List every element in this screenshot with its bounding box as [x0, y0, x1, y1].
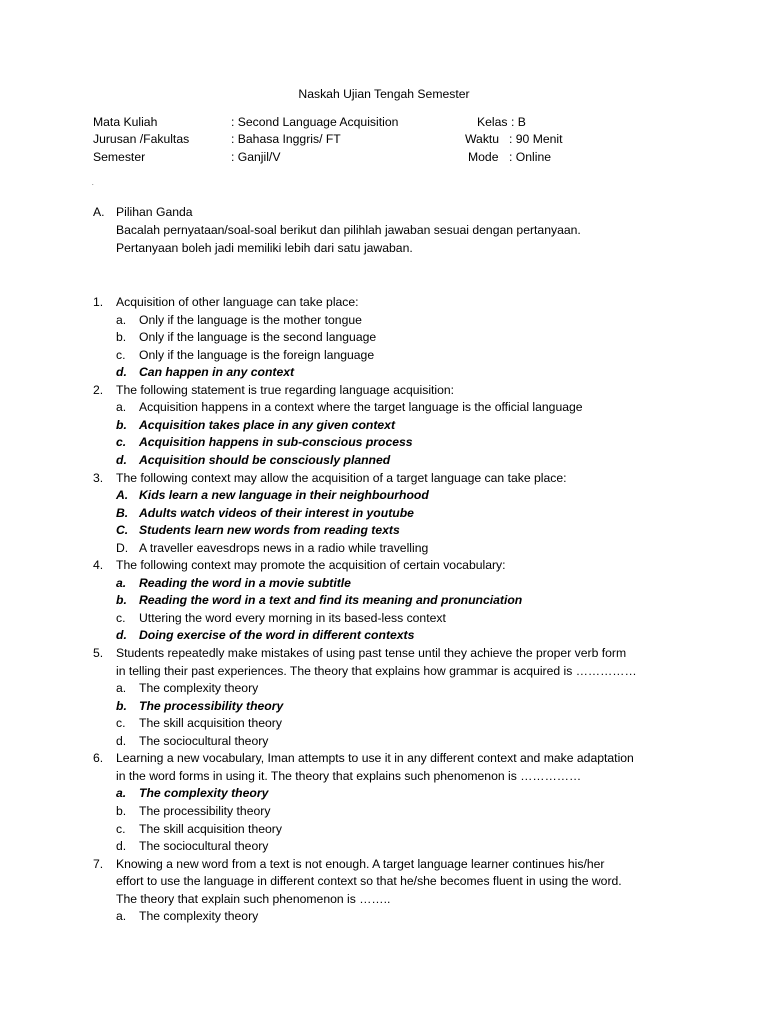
question-text: The following statement is true regarding language acquisition: — [116, 382, 455, 397]
jurusan-label: Jurusan /Fakultas — [93, 132, 190, 146]
mode-value: : Online — [509, 150, 552, 164]
option-letter: c. — [116, 435, 127, 450]
option-letter: d. — [116, 365, 127, 380]
option-text: Only if the language is the second language — [139, 330, 377, 345]
question-number: 6. — [93, 751, 104, 766]
option-letter: c. — [116, 347, 126, 362]
option-letter: d. — [116, 733, 127, 748]
option-letter: D. — [116, 540, 129, 555]
semester-value: : Ganjil/V — [231, 150, 281, 164]
option-letter: b. — [116, 330, 127, 345]
option-letter: b. — [116, 593, 127, 608]
option-letter: d. — [116, 628, 127, 643]
question-text: The theory that explain such phenomenon is …….. — [116, 891, 391, 906]
option-text: The processibility theory — [139, 803, 271, 818]
option-letter: b. — [116, 698, 127, 713]
option-letter: C. — [116, 523, 129, 538]
section-instruction: Bacalah pernyataan/soal-soal berikut dan pilihlah jawaban sesuai dengan pertanyaan. — [116, 223, 581, 237]
question-text: in the word forms in using it. The theory that explains such phenomenon is …………… — [116, 768, 582, 783]
semester-label: Semester — [93, 150, 146, 164]
option-letter: a. — [116, 575, 127, 590]
question-number: 3. — [93, 470, 104, 485]
option-letter: a. — [116, 400, 127, 415]
kelas-label: Kelas — [477, 115, 508, 129]
option-letter: d. — [116, 453, 127, 467]
waktu-value: : 90 Menit — [509, 132, 563, 146]
option-letter: b. — [116, 803, 127, 818]
option-text: Students learn new words from reading texts — [139, 523, 400, 538]
option-text: Adults watch videos of their interest in youtube — [139, 505, 414, 520]
option-letter: a. — [116, 312, 127, 327]
option-text: Reading the word in a text and find its meaning and pronunciation — [139, 593, 523, 608]
option-text: Uttering the word every morning in its based-less context — [139, 610, 446, 625]
question-text: The following context may allow the acquisition of a target language can take place: — [116, 470, 567, 485]
option-text: A traveller eavesdrops news in a radio while travelling — [139, 540, 429, 555]
stray-dot: . — [92, 181, 94, 187]
question-number: 2. — [93, 382, 104, 397]
option-letter: A. — [116, 488, 129, 503]
option-letter: c. — [116, 716, 126, 731]
option-letter: c. — [116, 610, 126, 625]
option-text: The skill acquisition theory — [139, 716, 282, 731]
option-text: Acquisition takes place in any given context — [139, 417, 396, 432]
kelas-value: : B — [511, 115, 526, 129]
question-text: Acquisition of other language can take place: — [116, 295, 359, 309]
option-text: Doing exercise of the word in different contexts — [139, 628, 415, 643]
option-letter: a. — [116, 909, 127, 924]
option-text: Acquisition happens in sub-conscious process — [139, 435, 413, 450]
option-letter: c. — [116, 821, 126, 836]
option-text: The complexity theory — [139, 681, 259, 696]
option-letter: a. — [116, 786, 127, 801]
question-number: 1. — [93, 295, 104, 309]
mode-label: Mode — [468, 150, 499, 164]
question-text: Students repeatedly make mistakes of using past tense until they achieve the proper verb form — [116, 646, 627, 660]
option-text: Reading the word in a movie subtitle — [139, 575, 351, 590]
jurusan-value: : Bahasa Inggris/ FT — [231, 132, 341, 146]
question-text: The following context may promote the acquisition of certain vocabulary: — [116, 558, 506, 573]
question-text: Knowing a new word from a text is not enough. A target language learner continues his/her — [116, 856, 605, 871]
question-number: 4. — [93, 558, 104, 573]
option-text: The processibility theory — [139, 698, 284, 713]
option-text: Acquisition should be consciously planned — [139, 453, 391, 467]
option-letter: a. — [116, 681, 127, 696]
section-instruction: Pertanyaan boleh jadi memiliki lebih dari satu jawaban. — [116, 241, 413, 255]
mata-kuliah-label: Mata Kuliah — [93, 115, 158, 129]
option-letter: d. — [116, 839, 127, 853]
option-text: Only if the language is the mother tongue — [139, 312, 362, 327]
section-title: Pilihan Ganda — [116, 205, 193, 219]
waktu-label: Waktu — [465, 132, 500, 146]
section-marker: A. — [93, 205, 105, 219]
option-text: Acquisition happens in a context where the target language is the official language — [139, 400, 583, 415]
option-text: Kids learn a new language in their neighbourhood — [139, 488, 429, 503]
question-text: effort to use the language in different context so that he/she becomes fluent in using the word. — [116, 874, 622, 889]
option-letter: b. — [116, 417, 127, 432]
option-text: Can happen in any context — [139, 365, 295, 380]
option-letter: B. — [116, 505, 129, 520]
option-text: The skill acquisition theory — [139, 821, 282, 836]
option-text: The sociocultural theory — [139, 839, 269, 853]
question-number: 7. — [93, 856, 104, 871]
mata-kuliah-value: : Second Language Acquisition — [231, 115, 399, 129]
option-text: The complexity theory — [139, 909, 259, 924]
option-text: The sociocultural theory — [139, 733, 269, 748]
option-text: Only if the language is the foreign language — [139, 347, 375, 362]
question-number: 5. — [93, 646, 104, 660]
page-title: Naskah Ujian Tengah Semester — [298, 87, 470, 101]
question-text: Learning a new vocabulary, Iman attempts to use it in any different context and make adaptation — [116, 751, 634, 766]
option-text: The complexity theory — [139, 786, 269, 801]
question-text: in telling their past experiences. The theory that explains how grammar is acquired is …………… — [116, 663, 637, 678]
